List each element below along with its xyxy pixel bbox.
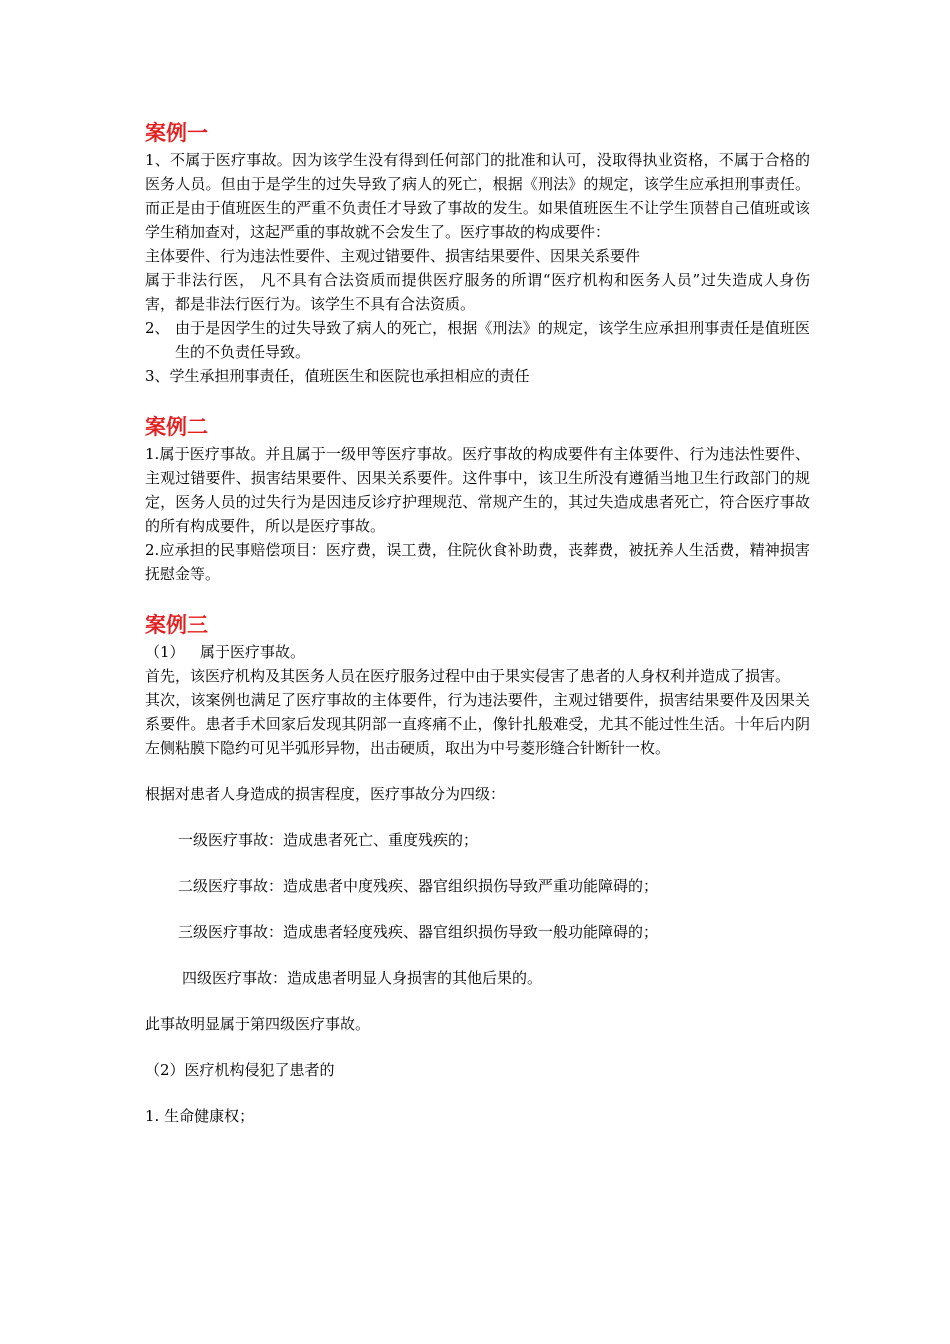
case-three-paragraph-5: （2）医疗机构侵犯了患者的 — [145, 1061, 335, 1079]
grade-one-text: 一级医疗事故：造成患者死亡、重度残疾的； — [178, 831, 479, 849]
case-two-paragraph-2: 2.应承担的民事赔偿项目：医疗费，误工费，住院伙食补助费，丧葬费，被抚养人生活费，精神损害抚慰金等。 — [145, 541, 810, 583]
case-two-heading: 案例二 — [145, 415, 208, 439]
case-one-paragraph-1: 1、不属于医疗事故。因为该学生没有得到任何部门的批准和认可，没取得执业资格，不属于合格的医务人员。但由于是学生的过失导致了病人的死亡，根据《刑法》的规定，该学生应承担刑事责任。而正是由于值班医生的严重不负责任才导致了事故的发生。如果值班医生不让学生顶替自己值班或该学生稍加查对，这起严重的事故就不会发生了。医疗事故的构成要件： — [145, 151, 810, 241]
grade-four-text: 四级医疗事故：造成患者明显人身损害的其他后果的。 — [182, 969, 543, 987]
document-page — [145, 118, 810, 1128]
case-three-paragraph-1: 首先，该医疗机构及其医务人员在医疗服务过程中由于果实侵害了患者的人身权利并造成了损害。 — [145, 667, 791, 685]
grade-three-text: 三级医疗事故：造成患者轻度残疾、器官组织损伤导致一般功能障碍的； — [178, 923, 659, 941]
case-one-paragraph-4: 3、学生承担刑事责任，值班医生和医院也承担相应的责任 — [145, 367, 530, 385]
case-one-heading: 案例一 — [145, 121, 208, 145]
case-three-item-1-text: 属于医疗事故。 — [200, 643, 306, 661]
case-three-heading: 案例三 — [145, 613, 208, 637]
case-three-paragraph-4: 此事故明显属于第四级医疗事故。 — [145, 1015, 371, 1033]
case-one-item-2 — [145, 316, 810, 364]
grade-two-text: 二级医疗事故：造成患者中度残疾、器官组织损伤导致严重功能障碍的； — [178, 877, 659, 895]
case-two-paragraph-1: 1.属于医疗事故。并且属于一级甲等医疗事故。医疗事故的构成要件有主体要件、行为违法性要件、主观过错要件、损害结果要件、因果关系要件。这件事中，该卫生所没有遵循当地卫生行政部门的规定，医务人员的过失行为是因违反诊疗护理规范、常规产生的，其过失造成患者死亡，符合医疗事故的所有构成要件，所以是医疗事故。 — [145, 445, 810, 535]
case-three-paragraph-6: 1. 生命健康权； — [145, 1107, 255, 1125]
case-one-item-2-text: 由于是因学生的过失导致了病人的死亡，根据《刑法》的规定，该学生应承担刑事责任是值班医生的不负责任导致。 — [175, 319, 810, 361]
case-one-paragraph-3: 属于非法行医， 凡不具有合法资质而提供医疗服务的所谓“医疗机构和医务人员”过失造成人身伤害，都是非法行医行为。该学生不具有合法资质。 — [145, 271, 810, 313]
case-three-paragraph-3: 根据对患者人身造成的损害程度，医疗事故分为四级： — [145, 785, 506, 803]
case-one-paragraph-2: 主体要件、行为违法性要件、主观过错要件、损害结果要件、因果关系要件 — [145, 247, 641, 265]
case-one-item-2-number: 2、 — [145, 319, 170, 337]
case-three-item-1-number: （1） — [145, 643, 185, 661]
case-three-paragraph-2: 其次，该案例也满足了医疗事故的主体要件，行为违法要件，主观过错要件，损害结果要件及因果关系要件。患者手术回家后发现其阴部一直疼痛不止，像针扎般难受，尤其不能过性生活。十年后内阴左侧粘膜下隐约可见半弧形异物，出击硬质，取出为中号菱形缝合针断针一枚。 — [145, 691, 810, 757]
case-three-item-1 — [145, 640, 810, 664]
